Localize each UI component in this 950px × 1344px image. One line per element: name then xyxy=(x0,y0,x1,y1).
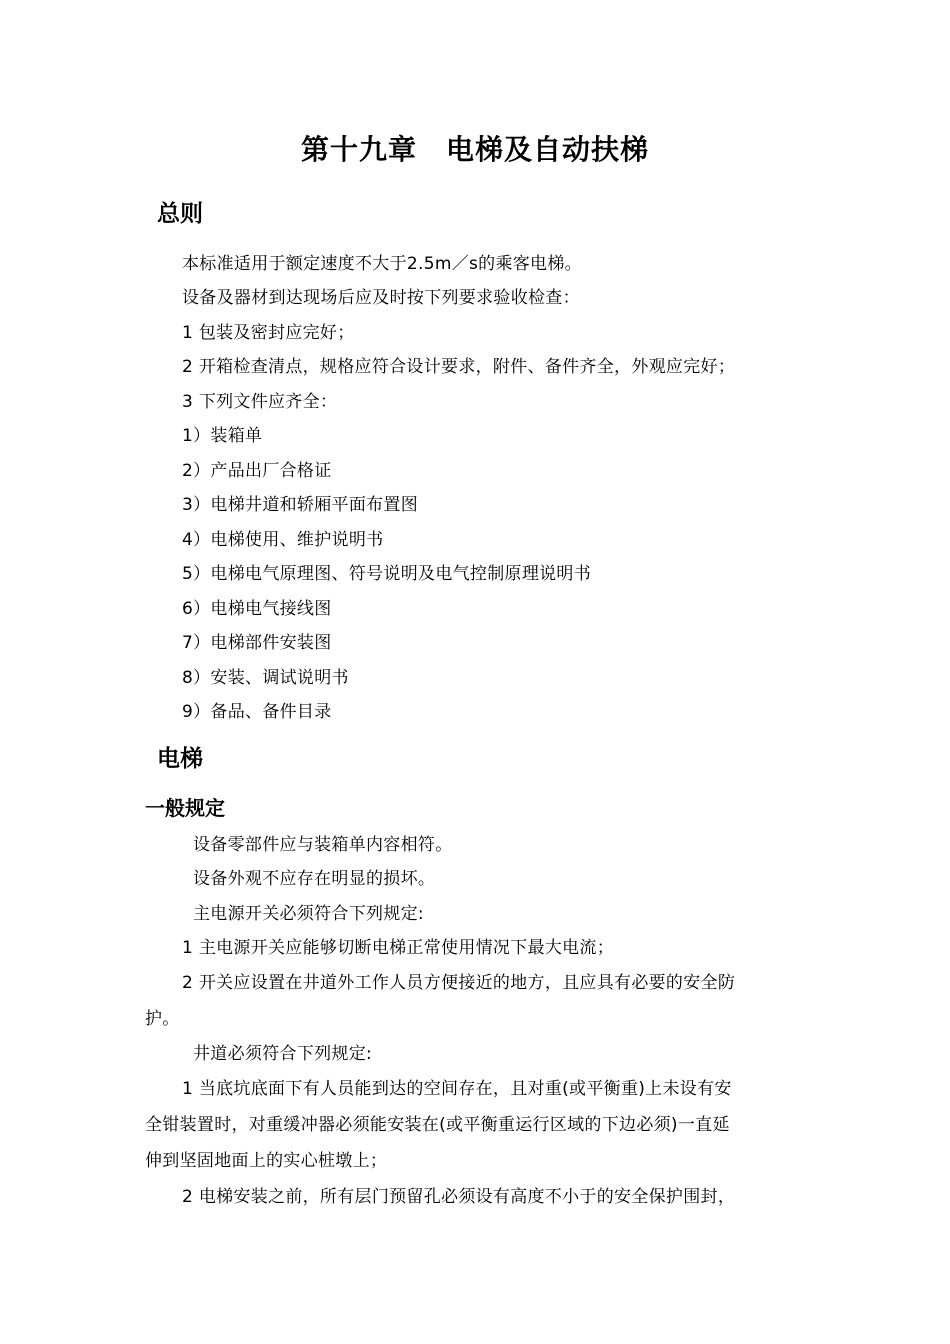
list-item-continuation: 全钳装置时，对重缓冲器必须能安装在(或平衡重运行区域的下边必须)一直延 xyxy=(145,1115,730,1135)
paragraph-line: 主电源开关必须符合下列规定: xyxy=(193,904,424,924)
paragraph-line: 设备零部件应与装箱单内容相符。 xyxy=(193,835,453,855)
sub-list-item: 2）产品出厂合格证 xyxy=(182,461,332,481)
list-item: 1 当底坑底面下有人员能到达的空间存在，且对重(或平衡重)上未设有安 xyxy=(182,1079,732,1099)
chapter-title: 第十九章 电梯及自动扶梯 xyxy=(300,133,649,166)
list-item: 2 开箱检查清点，规格应符合设计要求，附件、备件齐全，外观应完好； xyxy=(182,357,736,377)
list-item: 2 开关应设置在井道外工作人员方便接近的地方，且应具有必要的安全防 xyxy=(182,973,736,993)
sub-list-item: 3）电梯井道和轿厢平面布置图 xyxy=(182,495,419,515)
list-item: 1 包装及密封应完好； xyxy=(182,323,355,343)
list-item-continuation: 伸到坚固地面上的实心桩墩上； xyxy=(145,1151,388,1171)
paragraph-line: 设备外观不应存在明显的损坏。 xyxy=(193,869,436,889)
section-heading-general: 总则 xyxy=(157,201,203,227)
list-item: 2 电梯安装之前，所有层门预留孔必须设有高度不小于的安全保护围封， xyxy=(182,1187,736,1207)
sub-list-item: 4）电梯使用、维护说明书 xyxy=(182,530,384,550)
sub-list-item: 9）备品、备件目录 xyxy=(182,702,332,722)
list-item-continuation: 护。 xyxy=(145,1009,180,1029)
list-item: 3 下列文件应齐全： xyxy=(182,392,338,412)
subsection-heading: 一般规定 xyxy=(145,796,225,820)
sub-list-item: 7）电梯部件安装图 xyxy=(182,633,332,653)
sub-list-item: 8）安装、调试说明书 xyxy=(182,668,349,688)
list-item: 1 主电源开关应能够切断电梯正常使用情况下最大电流； xyxy=(182,938,615,958)
paragraph-line: 设备及器材到达现场后应及时按下列要求验收检查： xyxy=(182,288,580,308)
sub-list-item: 5）电梯电气原理图、符号说明及电气控制原理说明书 xyxy=(182,564,592,584)
paragraph-line: 井道必须符合下列规定: xyxy=(193,1044,373,1064)
paragraph-line: 本标准适用于额定速度不大于2.5m／s的乘客电梯。 xyxy=(182,254,582,274)
sub-list-item: 1）装箱单 xyxy=(182,426,263,446)
sub-list-item: 6）电梯电气接线图 xyxy=(182,599,332,619)
section-heading-elevator: 电梯 xyxy=(157,746,203,772)
